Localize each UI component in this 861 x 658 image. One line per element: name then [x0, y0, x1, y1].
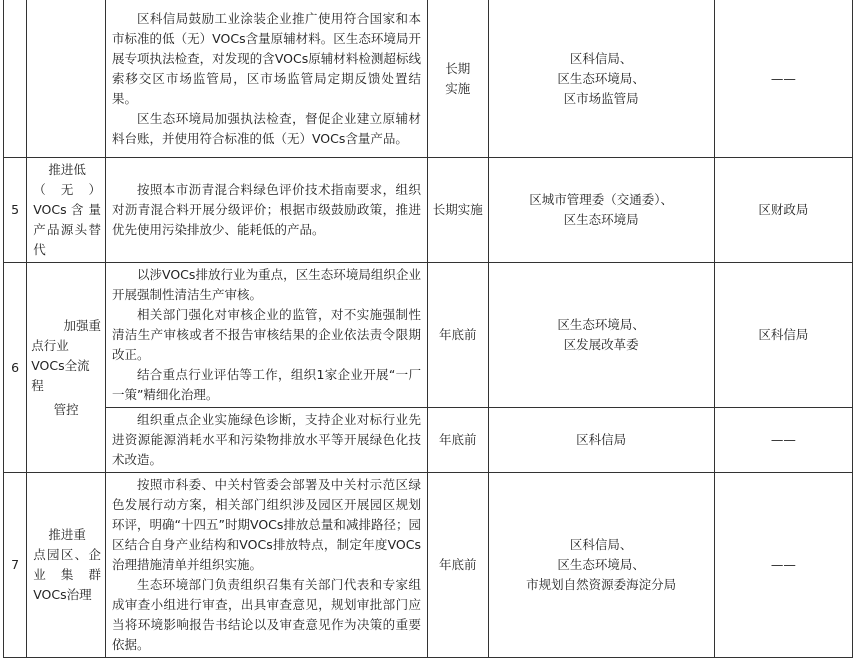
row-number-cell: 7 [4, 473, 27, 658]
lead-department-text: 区生态环境局、 [557, 70, 645, 86]
measures-cell [105, 408, 427, 473]
task-text: 产品源头替 [33, 222, 101, 237]
cooperating-department-cell: —— [714, 408, 852, 473]
task-text: （ 无 ） [33, 182, 101, 197]
task-text: 推进重 [48, 527, 86, 542]
lead-department-text: 区科信局 [576, 432, 627, 447]
task-cell [27, 263, 106, 473]
cooperating-department-cell: 区财政局 [714, 158, 852, 263]
measure-text: 相关部门强化对审核企业的监管，对不实施强制性清洁生产审核或者不报告审核结果的企业依法责令限期改正。 [111, 307, 421, 362]
measure-text: 组织重点企业实施绿色诊断，支持企业对标行业先进资源能源消耗水平和污染物排放水平等开展绿色化技术改造。 [111, 412, 421, 467]
lead-department-cell [488, 473, 714, 658]
measure-text: 生态环境部门负责组织召集有关部门代表和专家组成审查小组进行审查，出具审查意见，规划审批部门应当将环境影响报告书结论以及审查意见作为决策的重要依据。 [111, 577, 421, 652]
measure-text: 以涉VOCs排放行业为重点，区生态环境局组织企业开展强制性清洁生产审核。 [111, 267, 421, 302]
task-text: VOCs 含 量 [33, 202, 101, 217]
lead-department-text: 区生态环境局 [563, 212, 639, 227]
task-cell [27, 473, 106, 658]
measure-text: 区生态环境局加强执法检查，督促企业建立原辅材料台账，并使用符合标准的低（无）VOCs含量产品。 [111, 110, 421, 146]
task-text: 代 [33, 242, 46, 257]
task-text: 点行业 [31, 337, 69, 353]
task-text: 程 [31, 377, 44, 393]
table-row [4, 0, 853, 158]
table-row [4, 263, 853, 408]
lead-department-cell [488, 408, 714, 473]
lead-department-text: 区发展改革委 [563, 337, 639, 352]
lead-department-text: 市规划自然资源委海淀分局 [526, 577, 677, 592]
task-cell [27, 0, 106, 158]
measures-cell [105, 473, 427, 658]
lead-department-text: 区市场监管局 [563, 90, 639, 106]
measure-text: 结合重点行业评估等工作，组织1家企业开展“一厂一策”精细化治理。 [111, 367, 421, 402]
time-cell [427, 0, 488, 158]
time-cell [427, 473, 488, 658]
time-text: 长期实施 [432, 202, 483, 217]
task-text: 业 集 群 [33, 567, 101, 582]
task-cell [27, 158, 106, 263]
time-text: 长期 [445, 60, 471, 76]
lead-department-text: 区城市管理委（交通委）、 [529, 192, 673, 207]
table-row [4, 473, 853, 658]
lead-department-text: 区科信局、 [569, 50, 633, 66]
table-row [4, 158, 853, 263]
measures-cell [105, 263, 427, 408]
lead-department-cell [488, 0, 714, 158]
measure-text: 按照本市沥青混合料绿色评价技术指南要求，组织对沥青混合料开展分级评价；根据市级鼓励政策，推进优先使用污染排放少、能耗低的产品。 [111, 182, 421, 237]
task-text: 点园区、企 [33, 547, 101, 562]
cooperating-department-cell: —— [714, 0, 852, 158]
measure-text: 按照市科委、中关村管委会部署及中关村示范区绿色发展行动方案，相关部门组织涉及园区开展园区规划环评，明确“十四五”时期VOCs排放总量和减排路径；园区结合自身产业结构和VOCs排放特点，制定年度VOCs治理措施清单并组织实施。 [111, 477, 421, 572]
lead-department-cell [488, 158, 714, 263]
task-text: VOCs治理 [33, 587, 92, 602]
row-number-cell: 6 [4, 263, 27, 473]
task-text: 加强重 [63, 317, 101, 333]
task-text: 推进低 [48, 162, 86, 177]
cooperating-department-cell: 区科信局 [714, 263, 852, 408]
task-text: VOCs全流 [31, 357, 90, 373]
time-text: 实施 [445, 80, 471, 96]
task-text: 管控 [53, 401, 79, 417]
measures-table [3, 0, 853, 658]
cooperating-department-cell: —— [714, 473, 852, 658]
row-number-cell [4, 0, 27, 158]
time-cell: 年底前 [427, 263, 488, 408]
table-row [4, 408, 853, 473]
time-cell [427, 158, 488, 263]
measure-text: 区科信局鼓励工业涂装企业推广使用符合国家和本市标准的低（无）VOCs含量原辅材料。区生态环境局开展专项执法检查，对发现的含VOCs原辅材料检测超标线索移交区市场监管局，区市场监管局定期反馈处置结果。 [111, 10, 421, 106]
lead-department-text: 区科信局、 [569, 537, 633, 552]
measures-cell [105, 0, 427, 158]
lead-department-text: 区生态环境局、 [557, 557, 645, 572]
lead-department-cell [488, 263, 714, 408]
lead-department-text: 区生态环境局、 [557, 317, 645, 332]
row-number-cell: 5 [4, 158, 27, 263]
time-text: 年底前 [439, 557, 477, 572]
measures-cell [105, 158, 427, 263]
time-cell: 年底前 [427, 408, 488, 473]
